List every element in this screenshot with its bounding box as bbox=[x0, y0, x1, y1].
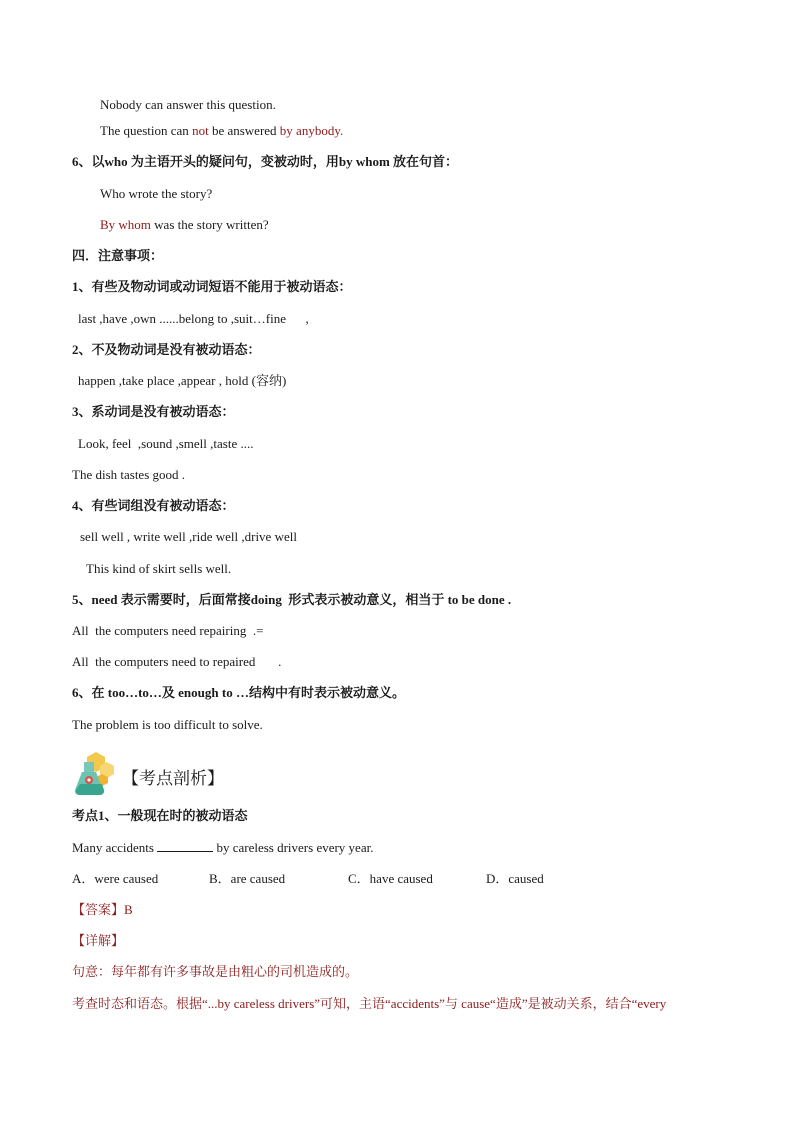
answer-label: 【答案】B bbox=[72, 902, 133, 917]
lab-flask-icon bbox=[72, 750, 118, 796]
note-4-heading: 4、有些词组没有被动语态： bbox=[72, 498, 235, 513]
example-passive-sentence bbox=[100, 123, 343, 139]
analysis-text: 考查时态和语态。根据“...by careless drivers”可知，主语“accidents”与 cause“造成”是被动关系，结合“every bbox=[72, 996, 667, 1011]
question-stem bbox=[72, 840, 373, 856]
note-3-sentence: The dish tastes good . bbox=[72, 467, 186, 482]
note-4-sentence: This kind of skirt sells well. bbox=[86, 561, 232, 576]
note-6-sentence: The problem is too difficult to solve. bbox=[72, 717, 263, 732]
notes-heading: 四．注意事项： bbox=[72, 248, 164, 263]
highlight-not: not bbox=[192, 123, 209, 138]
text-segment: was the story written? bbox=[150, 217, 269, 232]
stem-before: Many accidents bbox=[72, 840, 158, 855]
highlight-by-whom: By whom bbox=[100, 217, 151, 232]
note-4-examples: sell well , write well ,ride well ,drive well bbox=[80, 529, 297, 544]
stem-after: by careless drivers every year. bbox=[213, 840, 374, 855]
example-active-sentence: Nobody can answer this question. bbox=[100, 97, 276, 112]
option-a: A．were caused bbox=[72, 871, 159, 886]
text-segment: The question can bbox=[100, 123, 193, 138]
note-5-heading: 5、need 表示需要时，后面常接doing 形式表示被动意义，相当于 to be done . bbox=[72, 592, 512, 607]
highlight-by-anybody: by anybody. bbox=[279, 123, 344, 138]
example-question-passive bbox=[100, 217, 269, 233]
question-heading: 考点1、一般现在时的被动语态 bbox=[72, 808, 248, 823]
option-b: B．are caused bbox=[209, 871, 286, 886]
rule-6-heading: 6、以who 为主语开头的疑问句，变被动时，用by whom 放在句首： bbox=[72, 154, 459, 169]
note-3-examples: Look, feel ,sound ,smell ,taste .... bbox=[78, 436, 254, 451]
note-3-heading: 3、系动词是没有被动语态： bbox=[72, 404, 235, 419]
detail-label: 【详解】 bbox=[72, 933, 125, 948]
text-segment: be answered bbox=[208, 123, 280, 138]
answer-blank bbox=[157, 840, 213, 852]
note-1-heading: 1、有些及物动词或动词短语不能用于被动语态： bbox=[72, 279, 352, 294]
note-6-heading: 6、在 too…to…及 enough to …结构中有时表示被动意义。 bbox=[72, 685, 405, 700]
note-5-sentence-2: All the computers need to repaired . bbox=[72, 654, 282, 669]
note-2-examples: happen ,take place ,appear , hold (容纳) bbox=[78, 373, 287, 388]
note-2-heading: 2、不及物动词是没有被动语态： bbox=[72, 342, 261, 357]
note-5-sentence-1: All the computers need repairing .= bbox=[72, 623, 264, 638]
example-question-active: Who wrote the story? bbox=[100, 186, 213, 201]
sentence-meaning: 句意：每年都有许多事故是由粗心的司机造成的。 bbox=[72, 964, 359, 979]
option-c: C．have caused bbox=[348, 871, 433, 886]
section-title: 【考点剖析】 bbox=[122, 769, 224, 789]
note-1-examples: last ,have ,own ......belong to ,suit…fine , bbox=[78, 311, 309, 326]
option-d: D．caused bbox=[486, 871, 544, 886]
